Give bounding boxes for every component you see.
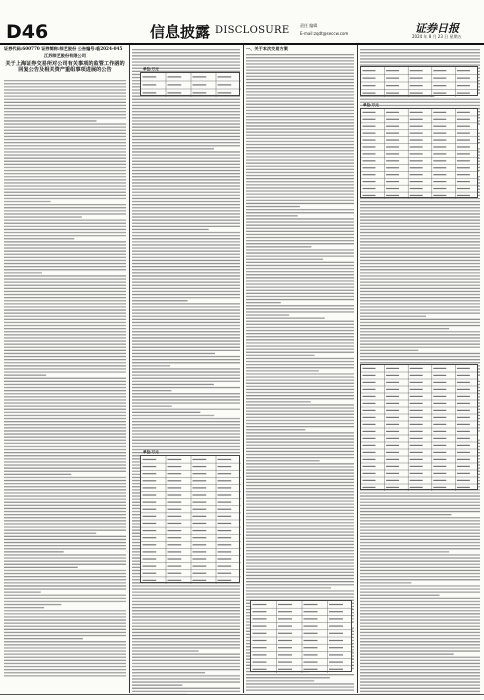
table-grid [251,601,353,673]
table-caption: 单位:万元 [143,67,159,71]
column-divider [129,45,130,693]
data-table [140,67,240,96]
article-column-1 [4,46,126,694]
masthead-rule [0,43,484,45]
column-divider [243,45,244,693]
data-table [140,450,240,583]
body-text-lines [4,77,126,677]
table-grid [141,456,241,584]
section-title: 信息披露 [150,23,211,41]
body-text-lines [246,51,354,691]
table-grid [361,365,479,491]
body-text-lines [132,46,240,694]
table-grid [361,109,479,199]
data-table [250,600,352,672]
masthead [0,0,484,42]
article-column-3 [246,46,354,694]
article-headline: 关于上海证券交易所对公司有关事项的监管工作函的回复公告及相关资产重组事项进展的公告 [5,60,125,74]
page-number: D46 [6,21,49,43]
table-grid [141,73,241,97]
editors-line: 责任 编辑 [300,23,318,28]
company-name: 江苏综艺股份有限公司 [44,53,86,59]
data-table [360,364,478,490]
issue-date: 2024 年 8 月 23 日 星期五 [412,34,462,39]
data-table [360,66,478,96]
data-table [360,103,478,198]
table-caption: 单位:万元 [143,450,159,454]
contact-line: E-mail:zqdt@seccw.com [300,31,349,36]
table-grid [361,67,479,97]
section-label: 一、关于本次交易方案 [246,46,288,51]
table-caption: 单位:万元 [363,103,379,107]
section-english-title: DISCLOSURE [215,25,290,36]
article-column-2 [132,46,240,694]
stock-code-line: 证券代码:600770 证券简称:综艺股份 公告编号:临2024-045 [4,46,123,51]
page-bottom-rule [0,694,484,695]
column-divider [357,45,358,693]
newspaper-logo: 证券日报 [415,22,459,35]
